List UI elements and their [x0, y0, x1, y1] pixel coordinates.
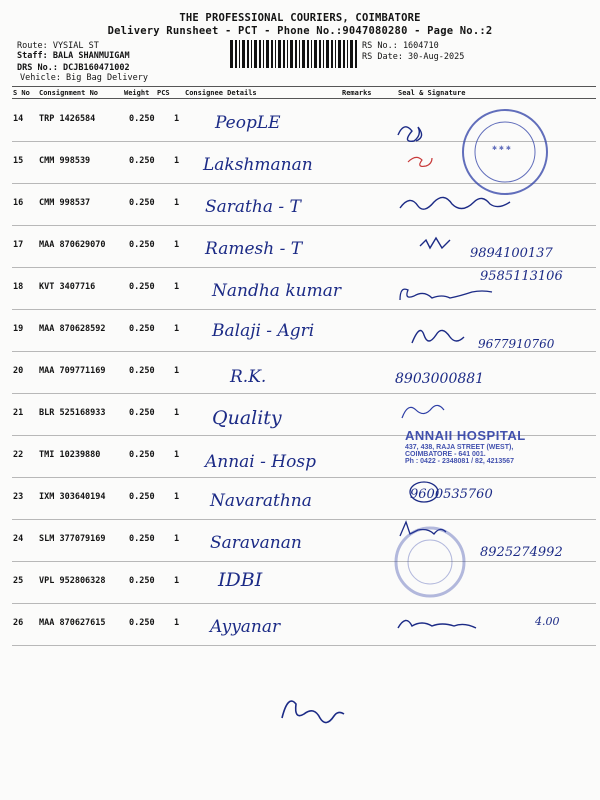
round-seal-stamp-2	[396, 528, 464, 596]
seal-phone-20: 8903000881	[395, 371, 485, 387]
consignee-handwriting-16: Saratha - T	[205, 197, 301, 217]
signature-scribble-21	[402, 405, 444, 418]
vehicle-label: Vehicle: Big Bag Delivery	[20, 73, 148, 83]
consignee-handwriting-23: Navarathna	[210, 491, 312, 511]
row-weight: 0.250	[129, 324, 155, 334]
hospital-stamp-phone: Ph : 0422 - 2348081 / 82, 4213567	[405, 458, 514, 465]
signature-scribble-18	[400, 289, 492, 300]
route-label: Route: VYSIAL ST	[17, 41, 99, 51]
signature-scribble-15	[408, 157, 432, 166]
row-pcs: 1	[174, 618, 180, 628]
signature-scribble-17	[420, 238, 450, 248]
col-header-weight: Weight	[124, 89, 150, 97]
consignee-handwriting-22: Annai - Hosp	[205, 452, 316, 472]
hospital-stamp-city: COIMBATORE - 641 001.	[405, 451, 486, 458]
row-consignment-no: MAA 709771169	[39, 366, 106, 376]
row-pcs: 1	[174, 534, 180, 544]
row-sno: 25	[13, 576, 24, 586]
consignee-handwriting-21: Quality	[212, 407, 282, 429]
row-weight: 0.250	[129, 198, 155, 208]
seal-phone-24: 8925274992	[480, 545, 563, 560]
row-weight: 0.250	[129, 618, 155, 628]
row-weight: 0.250	[129, 492, 155, 502]
consignee-handwriting-24: Saravanan	[210, 533, 302, 553]
footer-signature	[282, 701, 344, 722]
row-consignment-no: CMM 998539	[39, 156, 91, 166]
row-sno: 20	[13, 366, 24, 376]
consignee-handwriting-20: R.K.	[230, 367, 267, 387]
rs-date: RS Date: 30-Aug-2025	[362, 52, 465, 62]
row-weight: 0.250	[129, 114, 155, 124]
round-seal-stamp	[463, 110, 547, 194]
row-consignment-no: KVT 3407716	[39, 282, 96, 292]
col-header-consignee: Consignee Details	[185, 89, 257, 97]
company-title: THE PROFESSIONAL COURIERS, COIMBATORE	[179, 12, 421, 24]
consignee-handwriting-19: Balaji - Agri	[212, 321, 315, 341]
row-consignment-no: MAA 870628592	[39, 324, 106, 334]
row-consignment-no: TRP 1426584	[39, 114, 96, 124]
runsheet-subtitle: Delivery Runsheet - PCT - Phone No.:9047080280 - Page No.:2	[107, 25, 493, 37]
row-sno: 23	[13, 492, 24, 502]
seal-phone-18: 9585113106	[480, 269, 563, 284]
signature-scribble-16	[400, 197, 510, 209]
staff-label: Staff: BALA SHANMUIGAM	[17, 51, 130, 61]
row-weight: 0.250	[129, 408, 155, 418]
seal-phone-17: 9894100137	[470, 246, 553, 261]
consignee-handwriting-18: Nandha kumar	[212, 281, 341, 301]
col-header-remarks: Remarks	[342, 89, 372, 97]
row-sno: 26	[13, 618, 24, 628]
row-pcs: 1	[174, 324, 180, 334]
row-sno: 21	[13, 408, 24, 418]
row-consignment-no: CMM 998537	[39, 198, 91, 208]
row-consignment-no: MAA 870629070	[39, 240, 106, 250]
row-consignment-no: SLM 377079169	[39, 534, 106, 544]
row-weight: 0.250	[129, 282, 155, 292]
row-weight: 0.250	[129, 534, 155, 544]
hospital-stamp	[405, 428, 595, 465]
row-weight: 0.250	[129, 156, 155, 166]
row-sno: 15	[13, 156, 24, 166]
row-weight: 0.250	[129, 576, 155, 586]
row-sno: 14	[13, 114, 24, 124]
row-pcs: 1	[174, 576, 180, 586]
row-pcs: 1	[174, 198, 180, 208]
consignee-handwriting-15: Lakshmanan	[203, 155, 313, 175]
row-sno: 16	[13, 198, 24, 208]
consignee-handwriting-17: Ramesh - T	[205, 239, 303, 259]
hospital-stamp-name: ANNAII HOSPITAL	[405, 428, 526, 443]
row-pcs: 1	[174, 240, 180, 250]
seal-note-26: 4.00	[535, 615, 560, 628]
hospital-stamp-address: 437, 438, RAJA STREET (WEST),	[405, 444, 514, 451]
col-header-consignment: Consignment No	[39, 89, 99, 97]
col-header-pcs: PCS	[157, 89, 170, 97]
round-seal-text: ✱ ✱ ✱	[492, 145, 511, 152]
row-weight: 0.250	[129, 366, 155, 376]
row-pcs: 1	[174, 282, 180, 292]
rs-number: RS No.: 1604710	[362, 41, 439, 51]
row-pcs: 1	[174, 492, 180, 502]
seal-phone-23: 9600535760	[410, 487, 493, 502]
row-sno: 17	[13, 240, 24, 250]
row-pcs: 1	[174, 408, 180, 418]
row-pcs: 1	[174, 114, 180, 124]
row-sno: 22	[13, 450, 24, 460]
seal-phone-19: 9677910760	[478, 337, 555, 351]
row-sno: 19	[13, 324, 24, 334]
row-pcs: 1	[174, 366, 180, 376]
row-sno: 24	[13, 534, 24, 544]
row-pcs: 1	[174, 156, 180, 166]
row-weight: 0.250	[129, 240, 155, 250]
signature-scribble-19	[412, 330, 464, 343]
col-header-sno: S No	[13, 89, 30, 97]
drs-label: DRS No.: DCJB160471002	[17, 63, 130, 73]
consignee-handwriting-26: Ayyanar	[210, 617, 281, 637]
row-consignment-no: TMI 10239880	[39, 450, 101, 460]
signature-scribble-26	[398, 620, 476, 628]
row-sno: 18	[13, 282, 24, 292]
row-consignment-no: VPL 952806328	[39, 576, 106, 586]
row-consignment-no: BLR 525168933	[39, 408, 106, 418]
row-weight: 0.250	[129, 450, 155, 460]
row-consignment-no: MAA 870627615	[39, 618, 106, 628]
row-pcs: 1	[174, 450, 180, 460]
signature-scribble-14	[398, 127, 422, 141]
row-consignment-no: IXM 303640194	[39, 492, 106, 502]
consignee-handwriting-14: PeopLE	[215, 113, 281, 133]
consignee-handwriting-25: IDBI	[218, 569, 263, 591]
col-header-seal: Seal & Signature	[398, 89, 466, 97]
